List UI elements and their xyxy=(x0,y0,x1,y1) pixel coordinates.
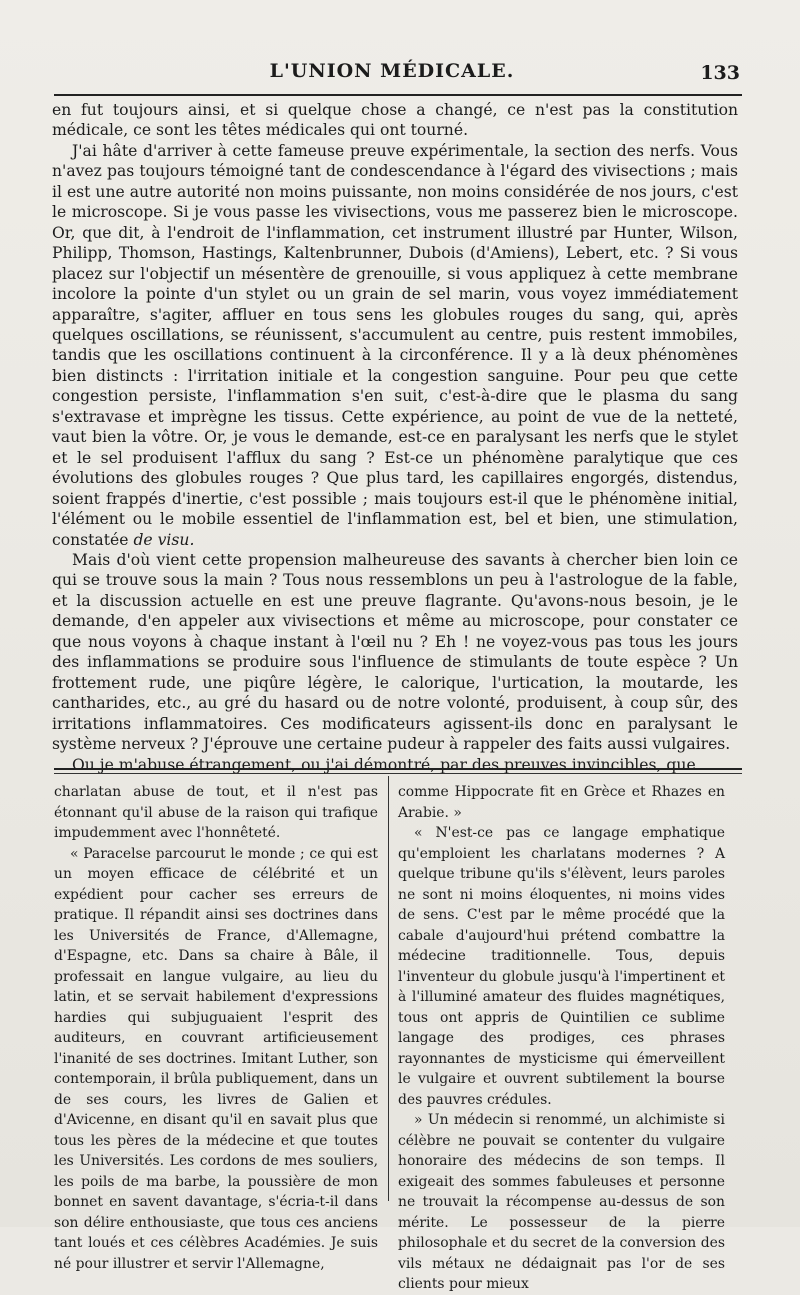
footnote-rule xyxy=(54,768,742,770)
footnote-rule-thin xyxy=(54,773,742,774)
column-paragraph: charlatan abuse de tout, et il n'est pas étonnant qu'il abuse de la raison qui trafique impudemment avec l'honnêteté. xyxy=(54,784,378,841)
italic-phrase: de visu. xyxy=(133,530,195,549)
page-header xyxy=(54,60,740,90)
page-number: 133 xyxy=(700,62,740,84)
column-paragraph: » Un médecin si renommé, un alchimiste si célèbre ne pouvait se contenter du vulgaire honoraire des médecins de son temps. Il exigeait des sommes fabuleuses et personne ne trouvait la récompense au-dessus de son mérite. Le possesseur de la pierre philosophale et du secret de la conversion des vils métaux ne dédaignait pas l'or de ses clients pour mieux xyxy=(398,1112,725,1292)
main-paragraph: Mais d'où vient cette propension malheureuse des savants à chercher bien loin ce qui se trouve sous la main ? Tous nous ressemblons un peu à l'astrologue de la fable, et la discussion actuelle en est une preuve flagrante. Qu'avons-nous besoin, je le demande, d'en appeler aux vivisections et même au microscope, pour constater ce que nous voyons à chaque instant à l'œil nu ? Eh ! ne voyez-vous pas tous les jours des inflammations se produire sous l'influence de stimulants de toute espèce ? Un frottement rude, une piqûre légère, le calorique, l'urtication, la moutarde, les cantharides, etc., au gré du hasard ou de notre volonté, produisent, à coup sûr, des irritations inflammatoires. Ces modificateurs agissent-ils donc en paralysant le système nerveux ? J'éprouve une certaine pudeur à rappeler des faits aussi vulgaires. xyxy=(52,550,738,754)
main-paragraph-text: J'ai hâte d'arriver à cette fameuse preuve expérimentale, la section des nerfs. Vous n'avez pas toujours témoigné tant de condescendance à l'égard des vivisections ; mais il est une autre autorité non moins puissante, non moins considérée de nos jours, c'est le microscope. Si je vous passe les vivisections, vous me passerez bien le microscope. Or, que dit, à l'endroit de l'inflammation, cet instrument illustré par Hunter, Wilson, Philipp, Thomson, Hastings, Kaltenbrunner, Dubois (d'Amiens), Lebert, etc. ? Si vous placez sur l'objectif un mésentère de grenouille, si vous appliquez à cette membrane incolore la pointe d'un stylet ou un grain de sel marin, vous voyez immédiatement apparaître, s'agiter, affluer en tous sens les globules rouges du sang, qui, après quelques oscillations, se réunissent, s'accumulent au centre, puis restent immobiles, tandis que les oscillations continuent à la circonférence. Il y a là deux phénomènes bien distincts : l'irritation initiale et la congestion sanguine. Pour peu que cette congestion persiste, l'inflammation s'en suit, c'est-à-dire que le plasma du sang s'extravase et imprègne les tissus. Cette expérience, au point de vue de la netteté, vaut bien la vôtre. Or, je vous le demande, est-ce en paralysant les nerfs que le stylet et le sel produisent l'afflux du sang ? Est-ce un phénomène paralytique que ces évolutions des globules rouges ? Que plus tard, les capillaires engorgés, distendus, soient frappés d'inertie, c'est possible ; mais toujours est-il que le phénomène initial, l'élément ou le mobile essentiel de l'inflammation est, bel et bien, une stimulation, constatée xyxy=(52,141,738,549)
right-column xyxy=(398,782,725,1295)
main-text xyxy=(52,100,738,775)
main-paragraph: Ou je m'abuse étrangement, ou j'ai démontré, par des preuves invincibles, que xyxy=(72,755,696,774)
header-rule xyxy=(54,94,742,96)
column-divider xyxy=(388,776,389,1201)
column-paragraph: « N'est-ce pas ce langage emphatique qu'emploient les charlatans modernes ? A quelque tribune qu'ils s'élèvent, leurs paroles ne sont ni moins éloquentes, ni moins vides de sens. C'est par le même procédé que la cabale d'aujourd'hui prétend combattre la médecine traditionnelle. Tous, depuis l'inventeur du globule jusqu'à l'impertinent et à l'illuminé amateur des fluides magnétiques, tous ont appris de Quintilien ce sublime langage des prodiges, ces phrases rayonnantes de mysticisme qui émerveillent le vulgaire et ouvrent subtilement la bourse des pauvres crédules. xyxy=(398,825,725,1108)
main-paragraph xyxy=(52,141,738,550)
running-title: L'UNION MÉDICALE. xyxy=(269,60,515,82)
column-paragraph: « Paracelse parcourut le monde ; ce qui est un moyen efficace de célébrité et un expédient pour cacher ses erreurs de pratique. Il répandit ainsi ses doctrines dans les Universités de France, d'Allemagne, d'Espagne, etc. Dans sa chaire à Bâle, il professait en langue vulgaire, au lieu du latin, et se servait habilement d'expressions hardies qui subjuguaient l'esprit des auditeurs, en couvrant artificieusement l'inanité de ses doctrines. Imitant Luther, son contemporain, il brûla publiquement, dans un de ses cours, les livres de Galien et d'Avicenne, en disant qu'il en savait plus que tous les pères de la médecine et que toutes les Universités. Les cordons de mes souliers, les poils de ma barbe, la poussière de mon bonnet en savent davantage, s'écria-t-il dans son délire enthousiaste, que tous ces anciens tant loués et ces célèbres Académies. Je suis né pour illustrer et servir l'Allemagne, xyxy=(54,845,378,1272)
left-column xyxy=(54,782,378,1274)
main-paragraph: en fut toujours ainsi, et si quelque chose a changé, ce n'est pas la constitution médicale, ce sont les têtes médicales qui ont tourné. xyxy=(52,101,738,140)
column-paragraph: comme Hippocrate fit en Grèce et Rhazes en Arabie. » xyxy=(398,784,725,821)
